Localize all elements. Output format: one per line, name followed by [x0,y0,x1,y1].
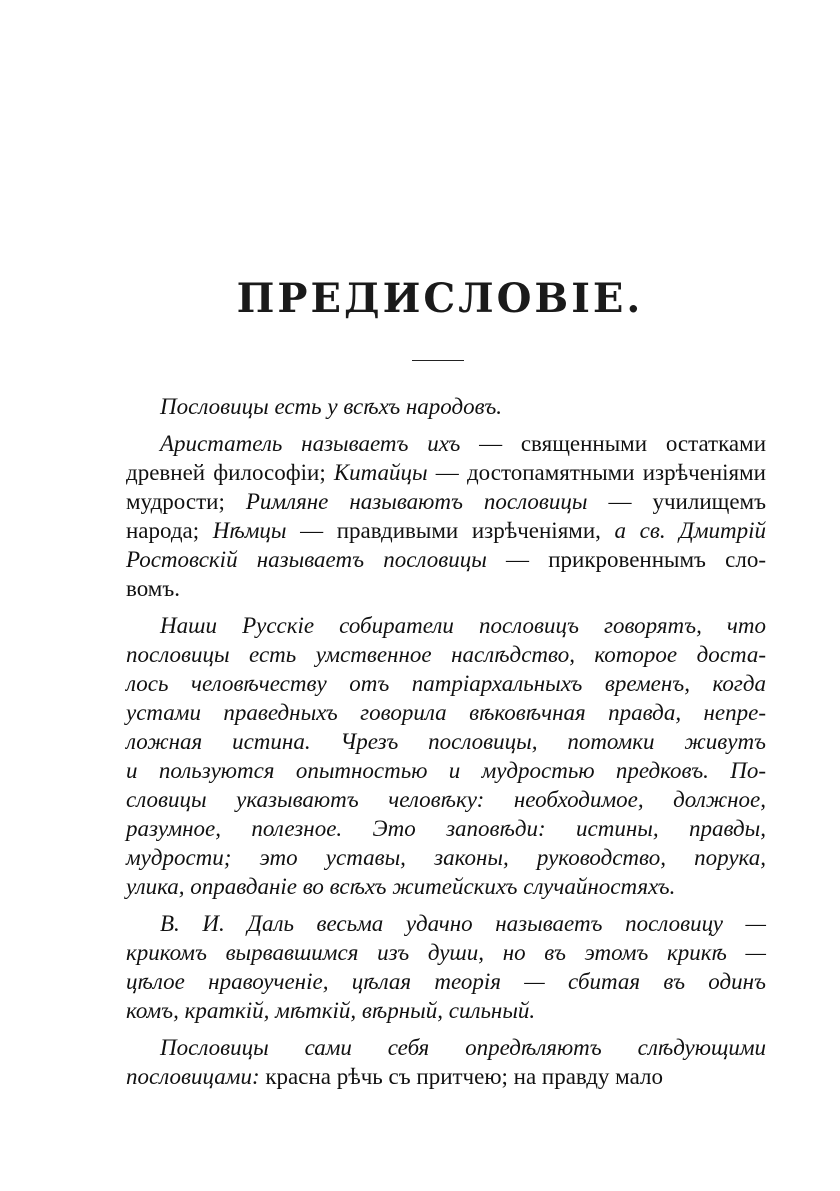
italic-text: Наши Русскіе собиратели пословицъ говорятъ, что [160,613,766,638]
italic-text: Пословицы сами себя опредѣляютъ слѣдующими [160,1035,766,1060]
roman-text: — прикровеннымъ сло- [486,547,766,572]
text-line [126,785,766,814]
text-line [126,640,766,669]
roman-text: мудрости; [126,489,246,514]
roman-text: вомъ. [126,576,180,601]
text-line [126,516,766,545]
roman-text: — достопамятными изрѣченіями [427,460,766,485]
italic-text: Китайцы [333,460,428,485]
italic-text: крикомъ вырвавшимся изъ души, но въ этомъ крикѣ — [126,940,766,965]
text-line [126,727,766,756]
document-body [126,392,766,1099]
text-line [126,669,766,698]
text-line [126,843,766,872]
italic-text: улика, оправданіе во всѣхъ житейскихъ случайностяхъ. [126,874,676,899]
italic-text: а св. Дмитрій [614,518,767,543]
text-line [126,1033,766,1062]
text-line [126,458,766,487]
italic-text: и пользуются опытностью и мудростью предковъ. По- [126,758,766,783]
italic-text: Ростовскій называетъ пословицы [126,547,487,572]
italic-text: Нѣмцы [212,518,287,543]
italic-text: комъ, краткій, мѣткій, вѣрный, сильный. [126,998,536,1023]
italic-text: Пословицы есть у всѣхъ народовъ. [160,394,503,419]
italic-text: Римляне называютъ пословицы [245,489,588,514]
text-line [126,1062,766,1091]
roman-text: красна рѣчь съ притчею; на правду мало [265,1064,663,1089]
paragraph [126,1033,766,1091]
italic-text: разумное, полезное. Это заповѣди: истины, правды, [126,816,766,841]
text-line [126,938,766,967]
page-title: ПРЕДИСЛОВІЕ. [236,275,644,322]
roman-text: древней философіи; [126,460,334,485]
paragraph [126,392,766,421]
text-line [126,996,766,1025]
italic-text: ложная истина. Чрезъ пословицы, потомки живутъ [126,729,766,754]
paragraph [126,429,766,603]
text-line [126,814,766,843]
italic-text: устами праведныхъ говорила вѣковѣчная правда, непре- [126,700,766,725]
title-divider [412,360,464,361]
paragraph [126,909,766,1025]
text-line [126,872,766,901]
italic-text: пословицами: [126,1064,266,1089]
italic-text: пословицы есть умственное наслѣдство, которое доста- [126,642,766,667]
roman-text: — священными остатками [460,431,767,456]
text-line [126,756,766,785]
text-line [126,574,766,603]
italic-text: мудрости; это уставы, законы, руководство, порука, [126,845,766,870]
italic-text: Аристатель называетъ ихъ [160,431,461,456]
text-line [126,429,766,458]
italic-text: словицы указываютъ человѣку: необходимое, должное, [126,787,766,812]
italic-text: лось человѣчеству отъ патріархальныхъ временъ, когда [126,671,766,696]
text-line [126,611,766,640]
text-line [126,545,766,574]
text-line [126,487,766,516]
text-line [126,392,766,421]
text-line [126,698,766,727]
text-line [126,967,766,996]
roman-text: — правдивыми изрѣченіями, [286,518,615,543]
roman-text: — училищемъ [587,489,766,514]
italic-text: В. И. Даль весьма удачно называетъ пословицу — [160,911,766,936]
text-line [126,909,766,938]
roman-text: народа; [126,518,213,543]
paragraph [126,611,766,901]
italic-text: цѣлое нравоученіе, цѣлая теорія — сбитая въ одинъ [126,969,766,994]
